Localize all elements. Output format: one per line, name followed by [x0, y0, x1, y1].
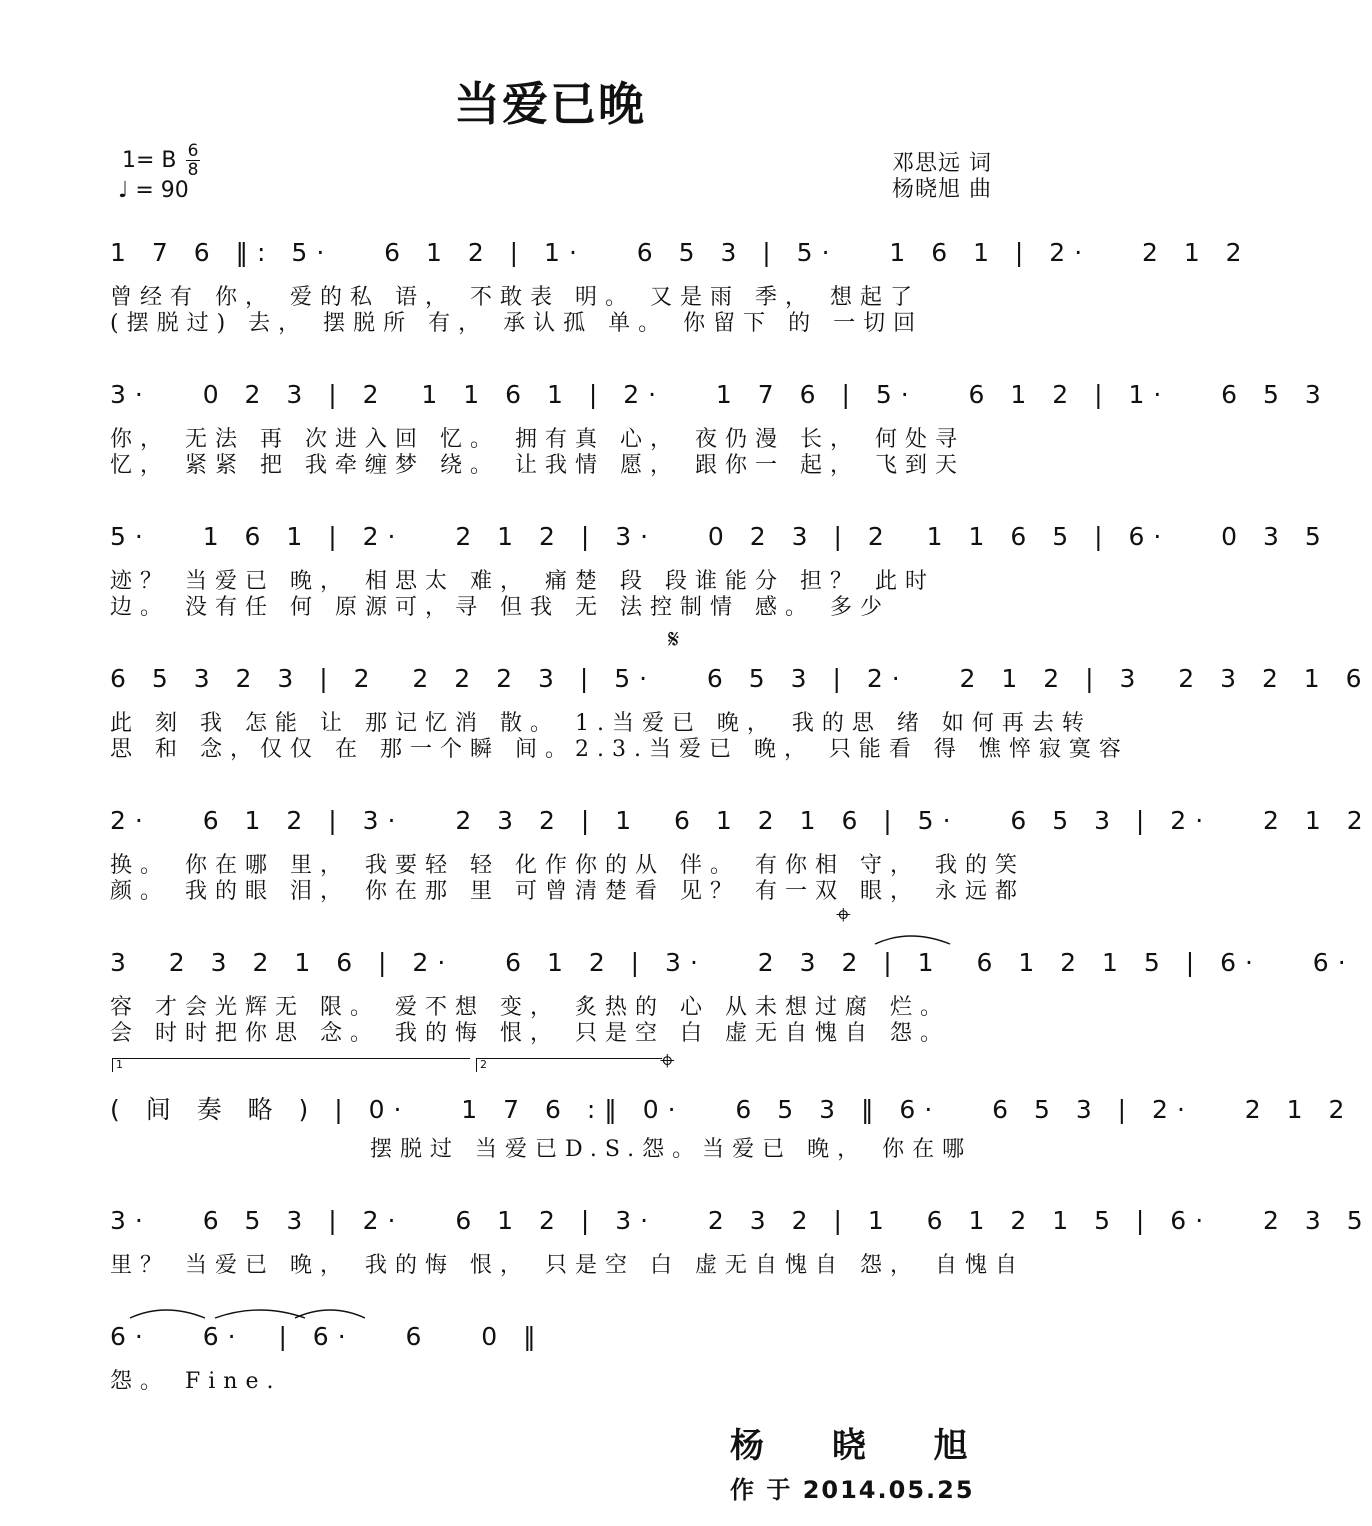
notation-line: 3· 0 2 3 | 2 1 1 6 1 | 2· 1 7 6 | 5· 6 1 2 | 1· 6 5 3	[110, 380, 1330, 409]
time-signature	[186, 143, 200, 178]
volta-2-hook	[476, 1058, 477, 1072]
tempo-marking: ♩ = 90	[118, 178, 189, 203]
coda-sign-2: ⌖	[660, 1046, 675, 1076]
meter-bottom: 8	[187, 160, 199, 180]
lyric-verse-1: 你， 无法 再 次进入回 忆。 拥有真 心， 夜仍漫 长， 何处寻	[110, 427, 965, 452]
lyric-verse-1: 曾经有 你， 爱的私 语， 不敢表 明。 又是雨 季， 想起了	[110, 285, 920, 310]
notation-line: 6 5 3 2 3 | 2 2 2 2 3 | 5· 6 5 3 | 2· 2 1 2 | 3 2 3 2 1 6	[110, 664, 1371, 693]
lyric-verse-1: 怨。 Fine.	[110, 1369, 282, 1394]
composition-date: 作 于 2014.05.25	[730, 1476, 975, 1504]
lyric-verse-2: 忆， 紧紧 把 我牵缠梦 绕。 让我情 愿， 跟你一 起， 飞到天	[110, 453, 965, 478]
notation-line: 1 7 6 ‖: 5· 6 1 2 | 1· 6 5 3 | 5· 1 6 1 | 2· 2 1 2	[110, 238, 1251, 267]
lyric-verse-2: 会 时时把你思 念。 我的悔 恨， 只是空 白 虚无自愧自 怨。	[110, 1021, 950, 1046]
key-signature: 1= B	[122, 148, 177, 173]
notation-line: 6· 6· | 6· 6 0 ‖	[110, 1322, 545, 1351]
volta-1-hook	[112, 1058, 113, 1072]
lyric-verse-2: 边。 没有任 何 原源可，寻 但我 无 法控制情 感。 多少	[110, 595, 890, 620]
notation-line: 5· 1 6 1 | 2· 2 1 2 | 3· 0 2 3 | 2 1 1 6 5 | 6· 0 3 5	[110, 522, 1330, 551]
notation-line: 2· 6 1 2 | 3· 2 3 2 | 1 6 1 2 1 6 | 5· 6 5 3 | 2· 2 1 2	[110, 806, 1372, 835]
lyric-verse-2: (摆脱过) 去， 摆脱所 有， 承认孤 单。 你留下 的 一切回	[110, 311, 924, 336]
lyricist-credit: 邓思远 词	[892, 151, 992, 176]
lyric-verse-2: 颜。 我的眼 泪， 你在那 里 可曾清楚看 见？ 有一双 眼， 永远都	[110, 879, 1025, 904]
page-title: 当爱已晚	[454, 77, 646, 131]
lyric-verse-1: 容 才会光辉无 限。 爱不想 变， 炙热的 心 从未想过腐 烂。	[110, 995, 950, 1020]
meter-top: 6	[187, 141, 199, 161]
notation-line: ( 间 奏 略 ) | 0· 1 7 6 :‖ 0· 6 5 3 ‖ 6· 6 5 3 | 2· 2 1 2	[110, 1095, 1354, 1124]
notation-line: 3 2 3 2 1 6 | 2· 6 1 2 | 3· 2 3 2 | 1 6 1 2 1 5 | 6· 6·	[110, 948, 1355, 977]
lyric-verse-1: 换。 你在哪 里， 我要轻 轻 化作你的从 伴。 有你相 守， 我的笑	[110, 853, 1025, 878]
composer-signature: 杨 晓 旭	[730, 1426, 996, 1466]
volta-2-bracket	[476, 1058, 662, 1059]
composer-credit: 杨晓旭 曲	[892, 177, 992, 202]
notation-line: 3· 6 5 3 | 2· 6 1 2 | 3· 2 3 2 | 1 6 1 2 1 5 | 6· 2 3 5	[110, 1206, 1372, 1235]
lyric-verse-1: 迹？ 当爱已 晚， 相思太 难， 痛楚 段 段谁能分 担？ 此时	[110, 569, 935, 594]
volta-1-bracket	[112, 1058, 470, 1059]
lyric-verse-2: 思 和 念，仅仅 在 那一个瞬 间。2.3.当爱已 晚， 只能看 得 憔悴寂寞容	[110, 737, 1129, 762]
volta-1-label: 1	[116, 1058, 123, 1071]
lyric-verse-1: 里？ 当爱已 晚， 我的悔 恨， 只是空 白 虚无自愧自 怨， 自愧自	[110, 1253, 1025, 1278]
coda-sign: ⌖	[836, 900, 851, 930]
tie-arc-row6	[870, 928, 960, 948]
tie-arcs	[120, 1300, 380, 1324]
lyric-verse-1: 摆脱过 当爱已D.S.怨。当爱已 晚， 你在哪	[370, 1137, 973, 1162]
volta-2-label: 2	[480, 1058, 487, 1071]
lyric-verse-1: 此 刻 我 怎能 让 那记忆消 散。 1.当爱已 晚， 我的思 绪 如何再去转	[110, 711, 1092, 736]
segno-sign: 𝄋	[668, 625, 680, 655]
